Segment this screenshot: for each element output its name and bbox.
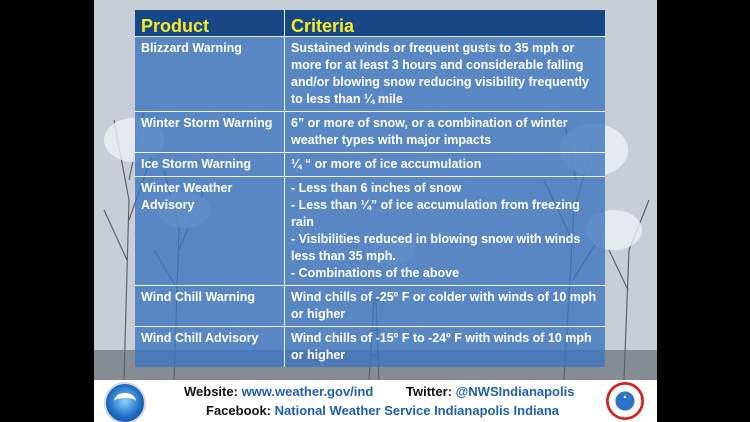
website-line — [184, 384, 373, 399]
noaa-logo-icon — [104, 382, 146, 422]
table-row — [135, 112, 605, 153]
table-row — [135, 37, 605, 112]
product-name: Ice Storm Warning — [135, 153, 285, 176]
product-name: Winter Storm Warning — [135, 112, 285, 152]
facebook-line — [206, 403, 559, 418]
table-header-row — [135, 10, 605, 37]
website-label: Website: — [184, 384, 238, 399]
product-name: Blizzard Warning — [135, 37, 285, 111]
product-name: Wind Chill Advisory — [135, 327, 285, 367]
criteria-text: Sustained winds or frequent gusts to 35 mph or more for at least 3 hours and considerable falling and/or blowing snow reducing visibility frequently to less than ¼ mile — [291, 41, 589, 106]
table-row — [135, 177, 605, 286]
criteria-text: Wind chills of -25º F or colder with winds of 10 mph or higher — [291, 290, 597, 321]
nws-logo-icon — [606, 382, 644, 420]
nws-logo-text: ▲ — [622, 394, 628, 400]
table-row — [135, 327, 605, 367]
criteria-text: - Less than 6 inches of snow - Less than ¼” of ice accumulation from freezing rain - Visibilities reduced in blowing snow with winds less than 35 mph. - Combinations of the above — [291, 181, 581, 280]
website-link[interactable]: www.weather.gov/ind — [241, 384, 374, 399]
product-name: Wind Chill Warning — [135, 286, 285, 326]
noaa-bird-icon — [114, 393, 136, 410]
criteria-text: Wind chills of -15º F to -24º F with winds of 10 mph or higher — [291, 331, 592, 362]
slide — [94, 0, 657, 422]
warning-criteria-table — [135, 10, 605, 367]
twitter-link[interactable]: @NWSIndianapolis — [455, 384, 575, 399]
facebook-link[interactable]: National Weather Service Indianapolis Indiana — [274, 403, 560, 418]
product-name: Winter Weather Advisory — [135, 177, 285, 285]
header-product: Product — [135, 10, 285, 36]
contact-footer — [94, 380, 657, 422]
table-row — [135, 286, 605, 327]
twitter-line — [406, 384, 574, 399]
facebook-label: Facebook: — [206, 403, 272, 418]
header-criteria: Criteria — [291, 16, 355, 36]
criteria-text: ¼ “ or more of ice accumulation — [291, 157, 482, 171]
twitter-label: Twitter: — [406, 384, 452, 399]
table-row — [135, 153, 605, 177]
criteria-text: 6” or more of snow, or a combination of winter weather types with major impacts — [291, 116, 568, 147]
